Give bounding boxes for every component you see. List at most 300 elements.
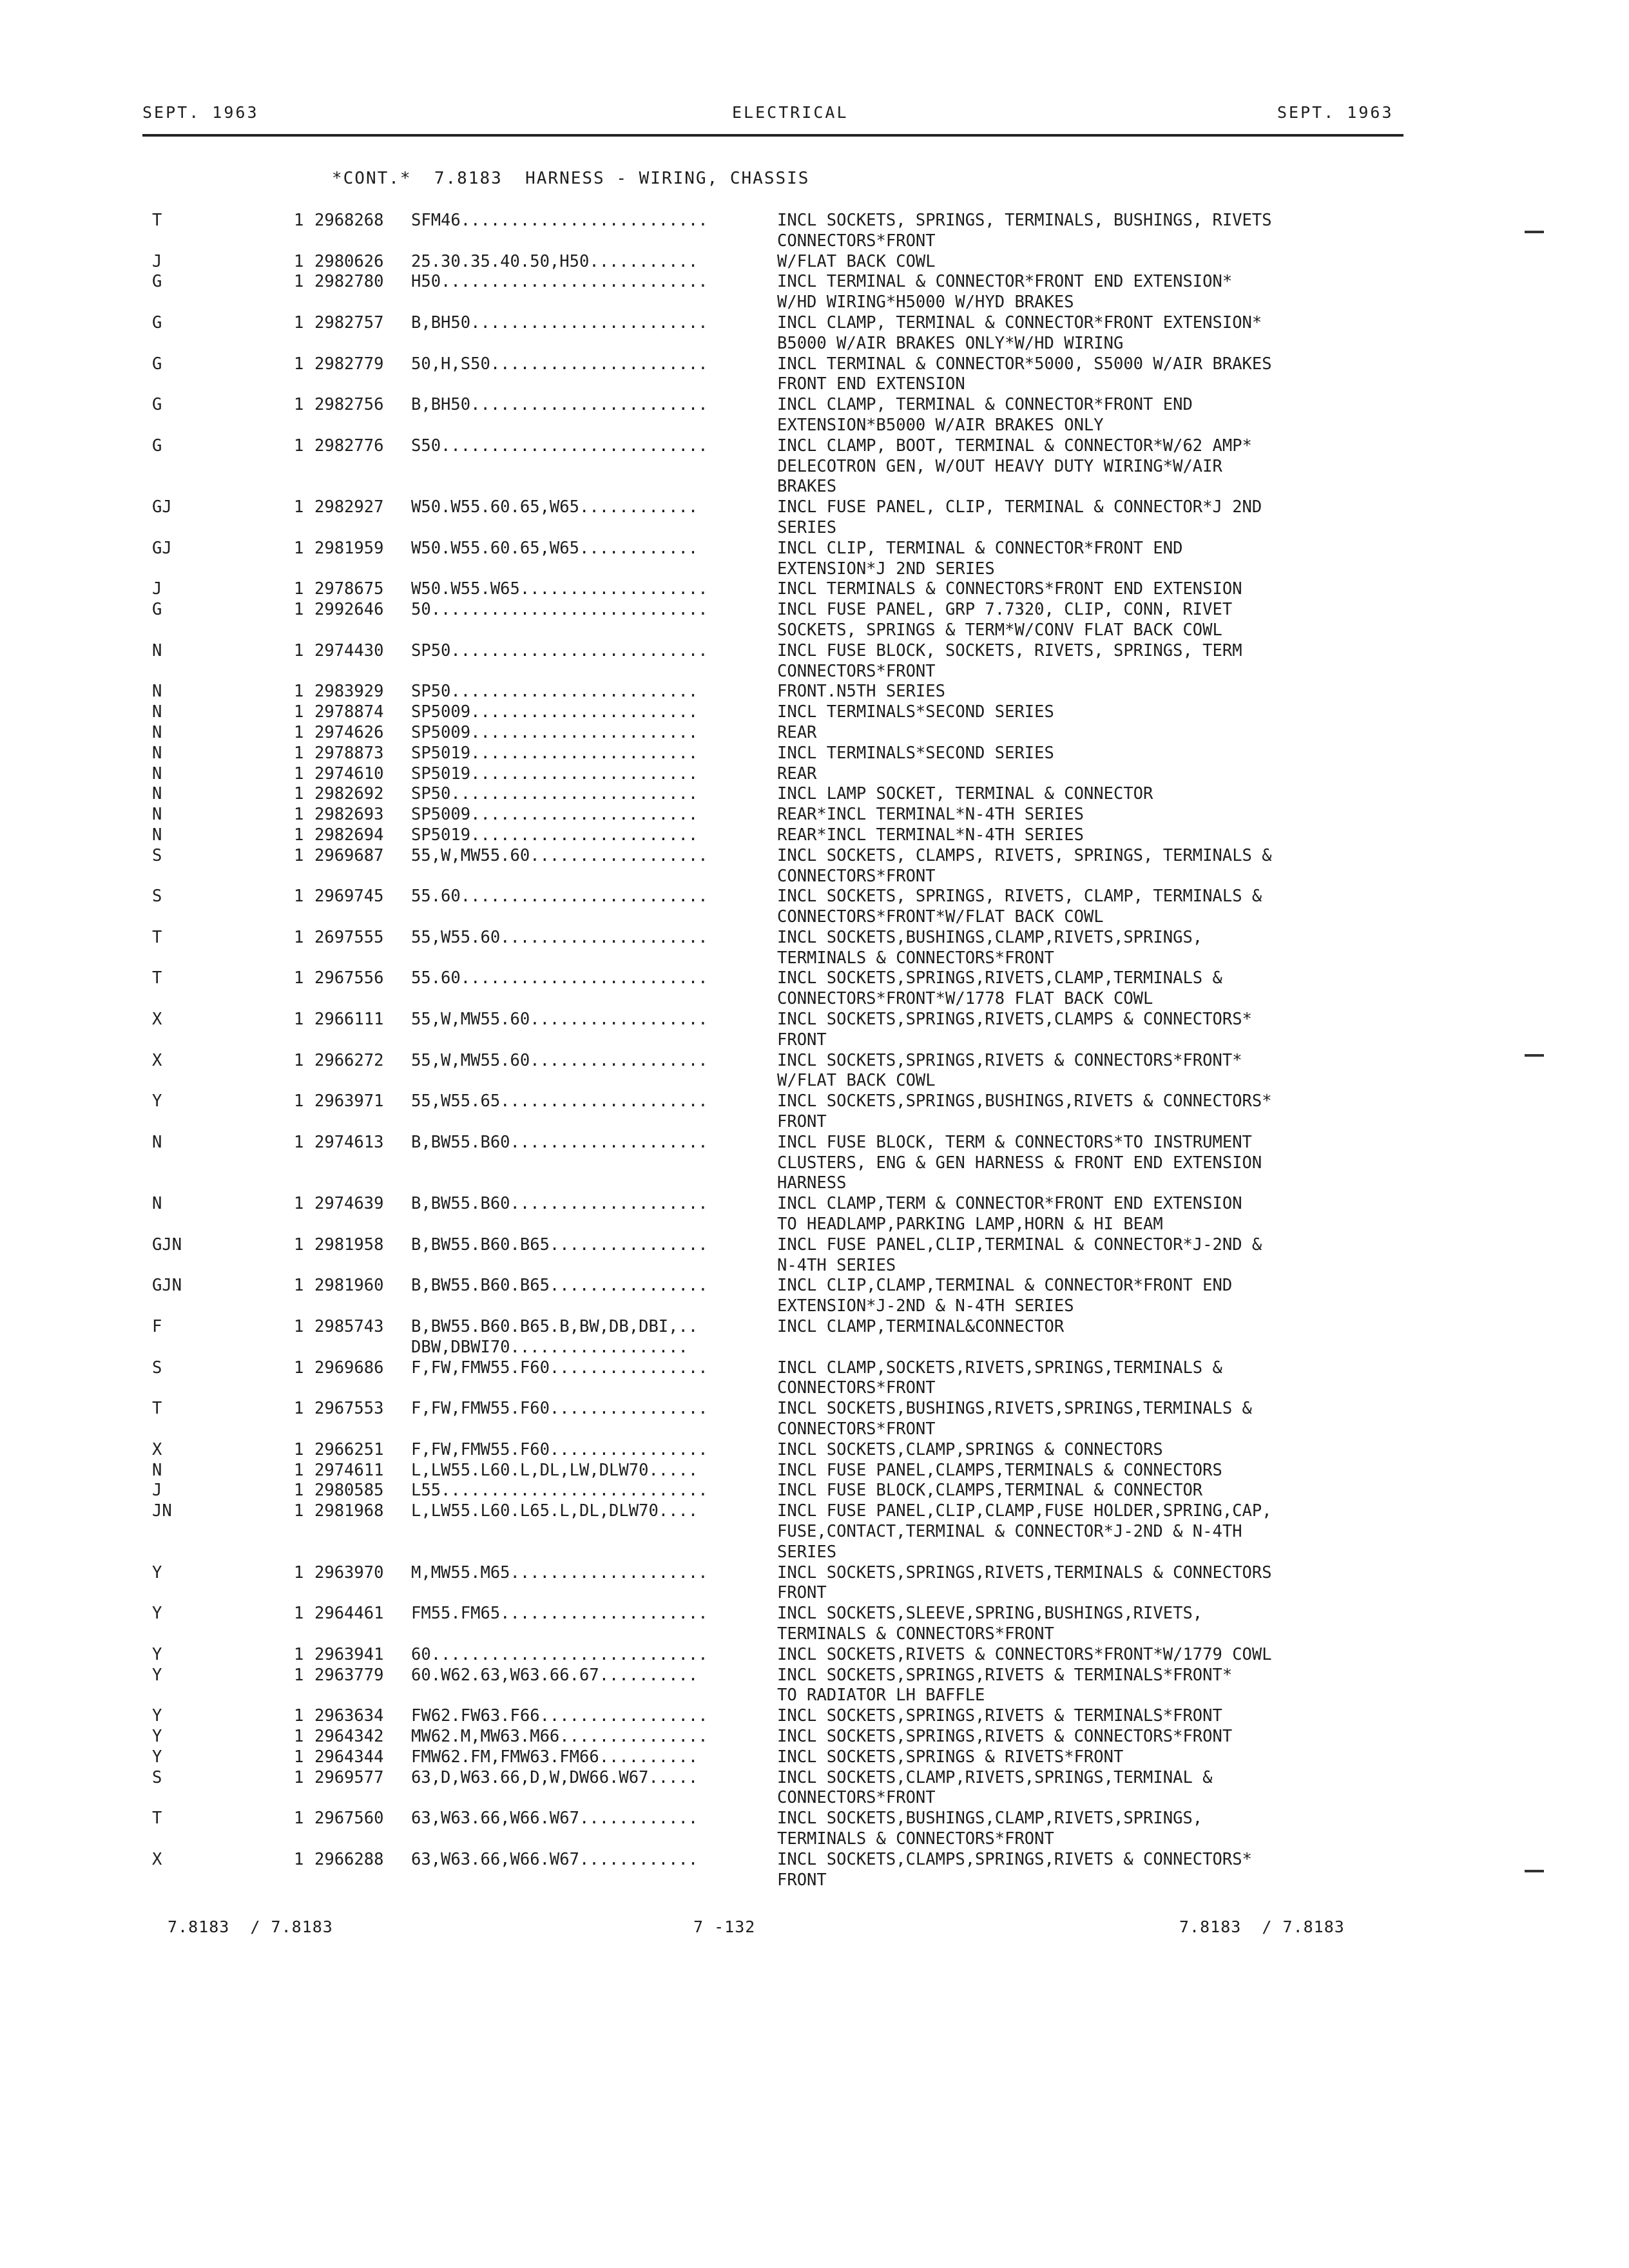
parts-row [0, 1563, 1629, 1604]
model-code: G [152, 436, 162, 456]
model-code: F [152, 1317, 162, 1337]
model-applicability: 60.W62.63,W63.66.67.......... [411, 1665, 699, 1685]
model-applicability: B,BH50........................ [411, 395, 708, 415]
quantity: 1 [294, 927, 304, 947]
part-number: 2963779 [314, 1665, 384, 1685]
parts-row [0, 1768, 1629, 1809]
model-code: Y [152, 1562, 162, 1582]
parts-row [0, 1235, 1629, 1276]
quantity: 1 [294, 1132, 304, 1152]
parts-row [0, 1091, 1629, 1133]
description: INCL LAMP SOCKET, TERMINAL & CONNECTOR [777, 784, 1153, 804]
quantity: 1 [294, 764, 304, 783]
quantity: 1 [294, 743, 304, 763]
model-applicability: W50.W55.60.65,W65............ [411, 538, 699, 558]
quantity: 1 [294, 1501, 304, 1521]
model-applicability: B,BW55.B60.................... [411, 1194, 708, 1214]
quantity: 1 [294, 825, 304, 845]
parts-row [0, 1317, 1629, 1358]
part-number: 2969745 [314, 887, 384, 907]
parts-row [0, 1747, 1629, 1768]
parts-row [0, 764, 1629, 785]
parts-row [0, 1706, 1629, 1727]
group-title: *CONT.* 7.8183 HARNESS - WIRING, CHASSIS [332, 169, 810, 188]
model-code: T [152, 1399, 162, 1419]
model-code: S [152, 1767, 162, 1787]
quantity: 1 [294, 600, 304, 620]
model-applicability: L55........................... [411, 1481, 708, 1501]
part-number: 2983929 [314, 682, 384, 702]
description: INCL CLAMP, TERMINAL & CONNECTOR*FRONT EXTENSION* B5000 W/AIR BRAKES ONLY*W/HD WIRING [777, 312, 1262, 353]
model-applicability: SP50......................... [411, 682, 699, 702]
description: INCL CLAMP,TERMINAL&CONNECTOR [777, 1317, 1065, 1337]
part-number: 2966288 [314, 1849, 384, 1869]
parts-row [0, 784, 1629, 805]
parts-row [0, 805, 1629, 825]
description: INCL FUSE PANEL, GRP 7.7320, CLIP, CONN, RIVET SOCKETS, SPRINGS & TERM*W/CONV FLAT BACK COWL [777, 600, 1233, 640]
model-code: N [152, 825, 162, 845]
model-code: G [152, 600, 162, 620]
part-number: 2963970 [314, 1562, 384, 1582]
description: INCL TERMINALS & CONNECTORS*FRONT END EXTENSION [777, 579, 1242, 599]
description: REAR [777, 722, 817, 742]
parts-row [0, 641, 1629, 682]
model-applicability: B,BW55.B60.................... [411, 1132, 708, 1152]
description: INCL SOCKETS,SPRINGS,RIVETS & TERMINALS*FRONT* TO RADIATOR LH BAFFLE [777, 1665, 1233, 1706]
parts-row [0, 497, 1629, 539]
parts-row [0, 579, 1629, 600]
part-number: 2964342 [314, 1726, 384, 1746]
model-applicability: 50............................ [411, 600, 708, 620]
margin-mark [1525, 1870, 1544, 1872]
description: INCL FUSE PANEL, CLIP, TERMINAL & CONNECTOR*J 2ND SERIES [777, 497, 1262, 537]
parts-row [0, 600, 1629, 641]
quantity: 1 [294, 722, 304, 742]
description: INCL CLAMP,SOCKETS,RIVETS,SPRINGS,TERMINALS & CONNECTORS*FRONT [777, 1358, 1222, 1398]
quantity: 1 [294, 1317, 304, 1337]
part-number: 2966251 [314, 1439, 384, 1459]
model-code: S [152, 845, 162, 865]
quantity: 1 [294, 395, 304, 415]
part-number: 2980585 [314, 1481, 384, 1501]
part-number: 2982756 [314, 395, 384, 415]
model-applicability: L,LW55.L60.L,DL,LW,DLW70..... [411, 1460, 699, 1480]
part-number: 2974639 [314, 1194, 384, 1214]
part-number: 2985743 [314, 1317, 384, 1337]
model-code: GJ [152, 538, 172, 558]
quantity: 1 [294, 1481, 304, 1501]
parts-row [0, 1645, 1629, 1666]
model-applicability: 55,W,MW55.60.................. [411, 1010, 708, 1030]
part-number: 2963634 [314, 1706, 384, 1726]
quantity: 1 [294, 1439, 304, 1459]
description: FRONT.N5TH SERIES [777, 682, 945, 702]
model-applicability: 55,W55.60..................... [411, 927, 708, 947]
quantity: 1 [294, 1091, 304, 1111]
parts-row [0, 702, 1629, 723]
model-applicability: SP50.......................... [411, 640, 708, 660]
model-code: X [152, 1849, 162, 1869]
quantity: 1 [294, 845, 304, 865]
model-applicability: 55,W,MW55.60.................. [411, 845, 708, 865]
part-number: 2967553 [314, 1399, 384, 1419]
part-number: 2968268 [314, 211, 384, 230]
description: INCL TERMINAL & CONNECTOR*FRONT END EXTENSION* W/HD WIRING*H5000 W/HYD BRAKES [777, 272, 1233, 312]
parts-row [0, 1051, 1629, 1092]
part-number: 2967560 [314, 1809, 384, 1829]
model-applicability: 55,W,MW55.60.................. [411, 1050, 708, 1070]
parts-row [0, 313, 1629, 354]
quantity: 1 [294, 497, 304, 517]
parts-list [0, 211, 1629, 1890]
description: INCL SOCKETS,SPRINGS,RIVETS,CLAMP,TERMINALS & CONNECTORS*FRONT*W/1778 FLAT BACK COWL [777, 968, 1222, 1009]
description: INCL TERMINALS*SECOND SERIES [777, 743, 1054, 763]
part-number: 2974611 [314, 1460, 384, 1480]
parts-row [0, 1358, 1629, 1399]
footer-left-ref: 7.8183 / 7.8183 [168, 1917, 333, 1936]
description: INCL SOCKETS,CLAMP,RIVETS,SPRINGS,TERMINAL & CONNECTORS*FRONT [777, 1767, 1213, 1808]
part-number: 2981958 [314, 1235, 384, 1254]
header-section-title: ELECTRICAL [732, 103, 849, 122]
description: INCL SOCKETS,SPRINGS,RIVETS & CONNECTORS*FRONT [777, 1726, 1233, 1746]
model-code: J [152, 1481, 162, 1501]
model-code: X [152, 1439, 162, 1459]
part-number: 2982694 [314, 825, 384, 845]
model-applicability: B,BW55.B60.B65.B,BW,DB,DBI,.. DBW,DBWI70.................. [411, 1317, 699, 1357]
model-code: J [152, 251, 162, 271]
parts-row [0, 1501, 1629, 1562]
description: INCL CLAMP,TERM & CONNECTOR*FRONT END EXTENSION TO HEADLAMP,PARKING LAMP,HORN & HI BEAM [777, 1194, 1242, 1235]
model-code: N [152, 702, 162, 722]
quantity: 1 [294, 682, 304, 702]
quantity: 1 [294, 1726, 304, 1746]
description: INCL FUSE BLOCK, TERM & CONNECTORS*TO INSTRUMENT CLUSTERS, ENG & GEN HARNESS & FRONT END EXTENSION HARNESS [777, 1132, 1262, 1193]
model-applicability: B,BW55.B60.B65................ [411, 1235, 708, 1254]
model-applicability: SP50......................... [411, 784, 699, 804]
description: REAR [777, 764, 817, 783]
part-number: 2982780 [314, 272, 384, 292]
model-code: S [152, 887, 162, 907]
model-applicability: 63,D,W63.66,D,W,DW66.W67..... [411, 1767, 699, 1787]
part-number: 2982692 [314, 784, 384, 804]
parts-row [0, 1010, 1629, 1051]
description: INCL SOCKETS,SPRINGS,RIVETS,CLAMPS & CONNECTORS* FRONT [777, 1010, 1252, 1050]
parts-row [0, 723, 1629, 744]
part-number: 2981968 [314, 1501, 384, 1521]
model-code: Y [152, 1726, 162, 1746]
parts-row [0, 272, 1629, 313]
header-left-date: SEPT. 1963 [142, 103, 259, 122]
part-number: 2982693 [314, 805, 384, 825]
description: INCL SOCKETS, SPRINGS, RIVETS, CLAMP, TERMINALS & CONNECTORS*FRONT*W/FLAT BACK COWL [777, 887, 1262, 927]
parts-row [0, 1133, 1629, 1194]
model-applicability: F,FW,FMW55.F60................ [411, 1439, 708, 1459]
parts-row [0, 1399, 1629, 1440]
quantity: 1 [294, 312, 304, 332]
model-code: N [152, 743, 162, 763]
footer-right-ref: 7.8183 / 7.8183 [1179, 1917, 1345, 1936]
model-code: GJ [152, 497, 172, 517]
model-applicability: SP5019....................... [411, 764, 699, 783]
description: INCL FUSE PANEL,CLIP,CLAMP,FUSE HOLDER,SPRING,CAP, FUSE,CONTACT,TERMINAL & CONNECTOR*J-2ND & N-4TH SERIES [777, 1501, 1272, 1562]
model-applicability: B,BW55.B60.B65................ [411, 1276, 708, 1296]
model-code: JN [152, 1501, 172, 1521]
description: INCL SOCKETS, CLAMPS, RIVETS, SPRINGS, TERMINALS & CONNECTORS*FRONT [777, 845, 1272, 886]
model-applicability: F,FW,FMW55.F60................ [411, 1358, 708, 1378]
description: W/FLAT BACK COWL [777, 251, 936, 271]
description: INCL CLAMP, TERMINAL & CONNECTOR*FRONT END EXTENSION*B5000 W/AIR BRAKES ONLY [777, 395, 1193, 435]
margin-mark [1525, 231, 1544, 233]
part-number: 2982757 [314, 312, 384, 332]
part-number: 2964344 [314, 1747, 384, 1767]
model-applicability: SFM46......................... [411, 211, 708, 230]
page-number: 7 -132 [693, 1917, 756, 1936]
part-number: 2974610 [314, 764, 384, 783]
quantity: 1 [294, 1604, 304, 1624]
model-applicability: 55,W55.65..................... [411, 1091, 708, 1111]
description: INCL SOCKETS,SPRINGS,RIVETS & CONNECTORS*FRONT* W/FLAT BACK COWL [777, 1050, 1242, 1091]
part-number: 2963971 [314, 1091, 384, 1111]
description: INCL FUSE PANEL,CLIP,TERMINAL & CONNECTOR*J-2ND & N-4TH SERIES [777, 1235, 1262, 1275]
part-number: 2981959 [314, 538, 384, 558]
description: INCL CLAMP, BOOT, TERMINAL & CONNECTOR*W/62 AMP* DELECOTRON GEN, W/OUT HEAVY DUTY WIRING*W/AIR BRAKES [777, 436, 1252, 497]
model-code: Y [152, 1706, 162, 1726]
quantity: 1 [294, 887, 304, 907]
model-applicability: W50.W55.60.65,W65............ [411, 497, 699, 517]
part-number: 2974613 [314, 1132, 384, 1152]
description: INCL SOCKETS,SPRINGS,BUSHINGS,RIVETS & CONNECTORS* FRONT [777, 1091, 1272, 1132]
quantity: 1 [294, 702, 304, 722]
model-applicability: H50........................... [411, 272, 708, 292]
part-number: 2978675 [314, 579, 384, 599]
model-code: S [152, 1358, 162, 1378]
description: INCL SOCKETS,CLAMPS,SPRINGS,RIVETS & CONNECTORS* FRONT [777, 1849, 1252, 1890]
description: INCL CLIP,CLAMP,TERMINAL & CONNECTOR*FRONT END EXTENSION*J-2ND & N-4TH SERIES [777, 1276, 1233, 1316]
model-applicability: SP5009....................... [411, 702, 699, 722]
quantity: 1 [294, 436, 304, 456]
model-code: GJN [152, 1235, 182, 1254]
description: INCL FUSE PANEL,CLAMPS,TERMINALS & CONNECTORS [777, 1460, 1222, 1480]
model-code: T [152, 1809, 162, 1829]
part-number: 2967556 [314, 968, 384, 988]
quantity: 1 [294, 1460, 304, 1480]
model-code: G [152, 395, 162, 415]
parts-row [0, 1850, 1629, 1891]
model-code: N [152, 640, 162, 660]
model-code: Y [152, 1747, 162, 1767]
parts-row [0, 1809, 1629, 1850]
model-code: Y [152, 1604, 162, 1624]
description: INCL SOCKETS,RIVETS & CONNECTORS*FRONT*W/1779 COWL [777, 1644, 1272, 1664]
part-number: 2974430 [314, 640, 384, 660]
quantity: 1 [294, 538, 304, 558]
model-code: T [152, 211, 162, 230]
part-number: 2966111 [314, 1010, 384, 1030]
model-code: X [152, 1050, 162, 1070]
model-code: G [152, 272, 162, 292]
parts-row [0, 1604, 1629, 1645]
parts-row [0, 825, 1629, 846]
description: INCL FUSE BLOCK,CLAMPS,TERMINAL & CONNECTOR [777, 1481, 1203, 1501]
parts-row [0, 682, 1629, 702]
parts-row [0, 846, 1629, 887]
model-applicability: W50.W55.W65................... [411, 579, 708, 599]
model-applicability: M,MW55.M65.................... [411, 1562, 708, 1582]
model-applicability: FM55.FM65..................... [411, 1604, 708, 1624]
part-number: 2978873 [314, 743, 384, 763]
quantity: 1 [294, 805, 304, 825]
quantity: 1 [294, 640, 304, 660]
model-applicability: F,FW,FMW55.F60................ [411, 1399, 708, 1419]
parts-row [0, 211, 1629, 252]
part-number: 2969687 [314, 845, 384, 865]
model-applicability: S50........................... [411, 436, 708, 456]
quantity: 1 [294, 1665, 304, 1685]
quantity: 1 [294, 1849, 304, 1869]
margin-mark [1525, 1054, 1544, 1057]
description: INCL SOCKETS,SLEEVE,SPRING,BUSHINGS,RIVETS, TERMINALS & CONNECTORS*FRONT [777, 1604, 1203, 1644]
model-code: N [152, 784, 162, 804]
parts-row [0, 1194, 1629, 1235]
description: INCL SOCKETS,BUSHINGS,RIVETS,SPRINGS,TERMINALS & CONNECTORS*FRONT [777, 1399, 1252, 1439]
quantity: 1 [294, 251, 304, 271]
model-applicability: 55.60......................... [411, 887, 708, 907]
parts-row [0, 1461, 1629, 1481]
model-applicability: 50,H,S50...................... [411, 354, 708, 374]
parts-row [0, 539, 1629, 580]
quantity: 1 [294, 354, 304, 374]
part-number: 2982779 [314, 354, 384, 374]
description: INCL TERMINALS*SECOND SERIES [777, 702, 1054, 722]
quantity: 1 [294, 1747, 304, 1767]
model-code: GJN [152, 1276, 182, 1296]
part-number: 2964461 [314, 1604, 384, 1624]
description: INCL SOCKETS,SPRINGS,RIVETS & TERMINALS*FRONT [777, 1706, 1222, 1726]
parts-row [0, 395, 1629, 436]
quantity: 1 [294, 1644, 304, 1664]
model-code: Y [152, 1091, 162, 1111]
quantity: 1 [294, 1358, 304, 1378]
model-code: N [152, 805, 162, 825]
part-number: 2978874 [314, 702, 384, 722]
quantity: 1 [294, 1235, 304, 1254]
model-applicability: SP5019....................... [411, 743, 699, 763]
description: REAR*INCL TERMINAL*N-4TH SERIES [777, 805, 1084, 825]
model-applicability: L,LW55.L60.L65.L,DL,DLW70.... [411, 1501, 699, 1521]
model-code: Y [152, 1665, 162, 1685]
description: INCL SOCKETS,SPRINGS,RIVETS,TERMINALS & CONNECTORS FRONT [777, 1562, 1272, 1603]
part-number: 2969686 [314, 1358, 384, 1378]
parts-row [0, 928, 1629, 969]
quantity: 1 [294, 1706, 304, 1726]
model-code: T [152, 968, 162, 988]
model-applicability: 63,W63.66,W66.W67............ [411, 1809, 699, 1829]
quantity: 1 [294, 272, 304, 292]
parts-row [0, 1440, 1629, 1461]
description: INCL TERMINAL & CONNECTOR*5000, S5000 W/AIR BRAKES FRONT END EXTENSION [777, 354, 1272, 394]
model-code: G [152, 354, 162, 374]
model-applicability: 60............................ [411, 1644, 708, 1664]
quantity: 1 [294, 1050, 304, 1070]
model-code: X [152, 1010, 162, 1030]
model-applicability: MW62.M,MW63.M66............... [411, 1726, 708, 1746]
parts-row [0, 252, 1629, 273]
model-applicability: FMW62.FM,FMW63.FM66.......... [411, 1747, 699, 1767]
parts-row [0, 436, 1629, 497]
quantity: 1 [294, 1010, 304, 1030]
model-applicability: 25.30.35.40.50,H50........... [411, 251, 699, 271]
model-code: G [152, 312, 162, 332]
header-right-date: SEPT. 1963 [1277, 103, 1394, 122]
part-number: 2992646 [314, 600, 384, 620]
part-number: 2982776 [314, 436, 384, 456]
parts-row [0, 1727, 1629, 1747]
quantity: 1 [294, 1276, 304, 1296]
model-applicability: SP5009....................... [411, 805, 699, 825]
parts-row [0, 1276, 1629, 1317]
model-code: N [152, 722, 162, 742]
description: INCL CLIP, TERMINAL & CONNECTOR*FRONT END EXTENSION*J 2ND SERIES [777, 538, 1183, 579]
parts-row [0, 1666, 1629, 1707]
part-number: 2966272 [314, 1050, 384, 1070]
model-code: N [152, 764, 162, 783]
model-applicability: B,BH50........................ [411, 312, 708, 332]
quantity: 1 [294, 1809, 304, 1829]
quantity: 1 [294, 579, 304, 599]
quantity: 1 [294, 784, 304, 804]
quantity: 1 [294, 1194, 304, 1214]
model-applicability: FW62.FW63.F66................. [411, 1706, 708, 1726]
part-number: 2969577 [314, 1767, 384, 1787]
model-code: N [152, 1460, 162, 1480]
quantity: 1 [294, 1767, 304, 1787]
part-number: 2697555 [314, 927, 384, 947]
parts-row [0, 887, 1629, 928]
model-applicability: SP5009....................... [411, 722, 699, 742]
model-applicability: 63,W63.66,W66.W67............ [411, 1849, 699, 1869]
quantity: 1 [294, 968, 304, 988]
model-applicability: SP5019....................... [411, 825, 699, 845]
part-number: 2982927 [314, 497, 384, 517]
quantity: 1 [294, 1562, 304, 1582]
description: INCL SOCKETS,BUSHINGS,CLAMP,RIVETS,SPRINGS, TERMINALS & CONNECTORS*FRONT [777, 927, 1203, 968]
parts-row [0, 1481, 1629, 1501]
model-code: T [152, 927, 162, 947]
description: INCL SOCKETS,CLAMP,SPRINGS & CONNECTORS [777, 1439, 1163, 1459]
model-code: Y [152, 1644, 162, 1664]
parts-row [0, 968, 1629, 1010]
header-rule [142, 134, 1403, 137]
model-code: N [152, 1132, 162, 1152]
description: INCL SOCKETS,BUSHINGS,CLAMP,RIVETS,SPRINGS, TERMINALS & CONNECTORS*FRONT [777, 1809, 1203, 1849]
model-applicability: 55.60......................... [411, 968, 708, 988]
quantity: 1 [294, 211, 304, 230]
model-code: N [152, 1194, 162, 1214]
description: INCL SOCKETS, SPRINGS, TERMINALS, BUSHINGS, RIVETS CONNECTORS*FRONT [777, 211, 1272, 251]
part-number: 2980626 [314, 251, 384, 271]
model-code: N [152, 682, 162, 702]
parts-row [0, 354, 1629, 396]
description: INCL FUSE BLOCK, SOCKETS, RIVETS, SPRINGS, TERM CONNECTORS*FRONT [777, 640, 1242, 681]
description: INCL SOCKETS,SPRINGS & RIVETS*FRONT [777, 1747, 1124, 1767]
model-code: J [152, 579, 162, 599]
part-number: 2974626 [314, 722, 384, 742]
part-number: 2981960 [314, 1276, 384, 1296]
part-number: 2963941 [314, 1644, 384, 1664]
description: REAR*INCL TERMINAL*N-4TH SERIES [777, 825, 1084, 845]
quantity: 1 [294, 1399, 304, 1419]
parts-row [0, 744, 1629, 764]
